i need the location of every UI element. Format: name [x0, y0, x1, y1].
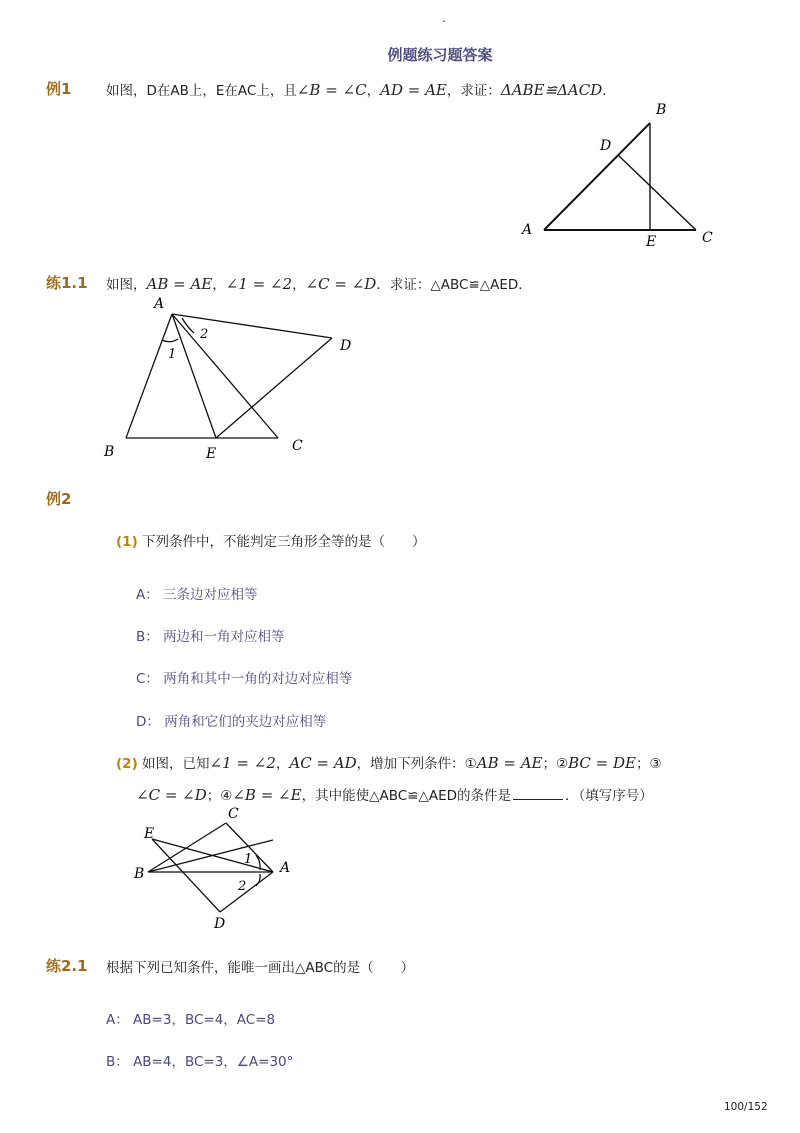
practice-1-1-text-b: ．求证：△ABC≌△AED．: [376, 277, 532, 293]
option-key: C：: [136, 671, 159, 687]
option-text: 两角和其中一角的对边对应相等: [163, 671, 353, 687]
option-text: 三条边对应相等: [163, 587, 258, 603]
example-1-figure: [510, 96, 730, 256]
example-1-text-b: ，求证：: [446, 83, 501, 99]
fig3-label-a: A: [280, 860, 291, 876]
fig3-label-c: C: [228, 806, 239, 822]
header-mark: -: [442, 16, 446, 27]
example-1-label: 例1: [46, 80, 72, 98]
option-key: B：: [136, 629, 159, 645]
practice-2-1-option-b: [106, 1050, 293, 1070]
angle-1-arc: [162, 339, 178, 342]
segment-ab: [544, 123, 650, 230]
practice-1-1-math-a: AB = AE: [146, 275, 213, 293]
segment-da: [220, 872, 273, 912]
practice-1-1-statement: [106, 273, 532, 293]
practice-2-1-question: 根据下列已知条件，能唯一画出△ABC的是（ ）: [106, 960, 415, 976]
q2-text-7: ，其中能使△ABC≌△AED的条件是: [301, 788, 511, 804]
fig3-label-angle-2: 2: [238, 879, 247, 894]
page-number: 100/152: [724, 1101, 768, 1113]
q2-math-1: ∠1 = ∠2: [209, 754, 276, 772]
option-text: AB=3，BC=4，AC=8: [133, 1012, 276, 1028]
q2-text-6: ；④: [206, 788, 233, 804]
q2-math-5: ∠C = ∠D: [136, 786, 207, 804]
fig1-label-b: B: [656, 102, 667, 118]
angle-2-arc: [182, 318, 194, 333]
q2-math-3: AB = AE: [476, 754, 543, 772]
fig3-label-e: E: [144, 826, 155, 842]
fig2-label-c: C: [292, 438, 303, 454]
option-text: AB=4，BC=3，∠A=30°: [133, 1054, 294, 1070]
example-2-q1-option-b: [136, 625, 285, 645]
fig2-label-e: E: [206, 446, 217, 462]
practice-1-1-math-c: ∠C = ∠D: [305, 275, 377, 293]
practice-1-1-sep-a: ，: [212, 277, 226, 293]
q2-text-5: ；③: [635, 756, 662, 772]
option-key: D：: [136, 714, 160, 730]
q2-math-2: AC = AD: [289, 754, 357, 772]
option-text: 两边和一角对应相等: [163, 629, 285, 645]
segment-ed: [216, 338, 332, 438]
q2-text-8: ．（填写序号）: [565, 788, 653, 804]
fig1-label-c: C: [702, 230, 713, 246]
q2-text-1: 如图，已知: [142, 756, 210, 772]
q2-text-2: ，: [275, 756, 290, 772]
example-2-q1-number: (1): [116, 534, 138, 550]
example-2-label: 例2: [46, 490, 72, 508]
example-1-math-c: ΔABE≌ΔACD: [500, 81, 603, 99]
example-2-q2-figure: [128, 800, 308, 935]
practice-1-1-text-a: 如图，: [106, 277, 147, 293]
segment-dc: [618, 155, 696, 230]
practice-1-1-sep-b: ，: [292, 277, 306, 293]
example-1-math-b: AD = AE: [380, 81, 447, 99]
fig1-label-a: A: [522, 222, 533, 238]
fig3-label-d: D: [214, 916, 226, 932]
q2-text-3: ，增加下列条件：①: [356, 756, 477, 772]
fig2-label-angle-1: 1: [168, 347, 177, 362]
example-2-q1-option-a: [136, 583, 258, 603]
example-2-q1-text: 下列条件中，不能判定三角形全等的是（ ）: [142, 534, 426, 550]
q2-math-4: BC = DE: [568, 754, 636, 772]
example-1-text-a: 如图，D在AB上，E在AC上，且: [106, 83, 297, 99]
fig1-label-d: D: [600, 138, 612, 154]
segment-ad: [172, 314, 332, 338]
option-key: B：: [106, 1054, 129, 1070]
example-2-q1-option-d: [136, 710, 326, 730]
practice-1-1-figure: [96, 292, 366, 472]
example-2-q2-number: (2): [116, 756, 138, 772]
example-1-text-c: ．: [602, 83, 616, 99]
fig1-label-e: E: [646, 234, 657, 250]
practice-1-1-label: 练1.1: [46, 274, 88, 292]
answer-blank[interactable]: [513, 787, 563, 800]
q2-math-6: ∠B = ∠E: [232, 786, 302, 804]
example-2-q2-line-1: [116, 752, 662, 772]
example-1-math-a: ∠B = ∠C: [296, 81, 367, 99]
page-title: 例题练习题答案: [387, 46, 493, 64]
fig2-label-d: D: [340, 338, 352, 354]
option-key: A：: [106, 1012, 129, 1028]
segment-ab: [126, 314, 172, 438]
q2-text-4: ；②: [542, 756, 569, 772]
example-1-sep-a: ，: [366, 83, 381, 99]
fig3-label-angle-1: 1: [244, 852, 253, 867]
fig3-label-b: B: [134, 866, 145, 882]
fig2-label-b: B: [104, 444, 115, 460]
segment-ed: [152, 839, 220, 912]
fig2-label-a: A: [154, 296, 165, 312]
fig2-label-angle-2: 2: [200, 327, 209, 342]
option-text: 两角和它们的夹边对应相等: [164, 714, 327, 730]
option-key: A：: [136, 587, 159, 603]
practice-2-1-option-a: [106, 1008, 275, 1028]
example-2-q1: [116, 530, 426, 550]
practice-1-1-math-b: ∠1 = ∠2: [225, 275, 293, 293]
segment-ea: [152, 839, 273, 872]
practice-2-1-label: 练2.1: [46, 957, 88, 975]
example-2-q1-option-c: [136, 667, 352, 687]
segment-ac: [172, 314, 278, 438]
